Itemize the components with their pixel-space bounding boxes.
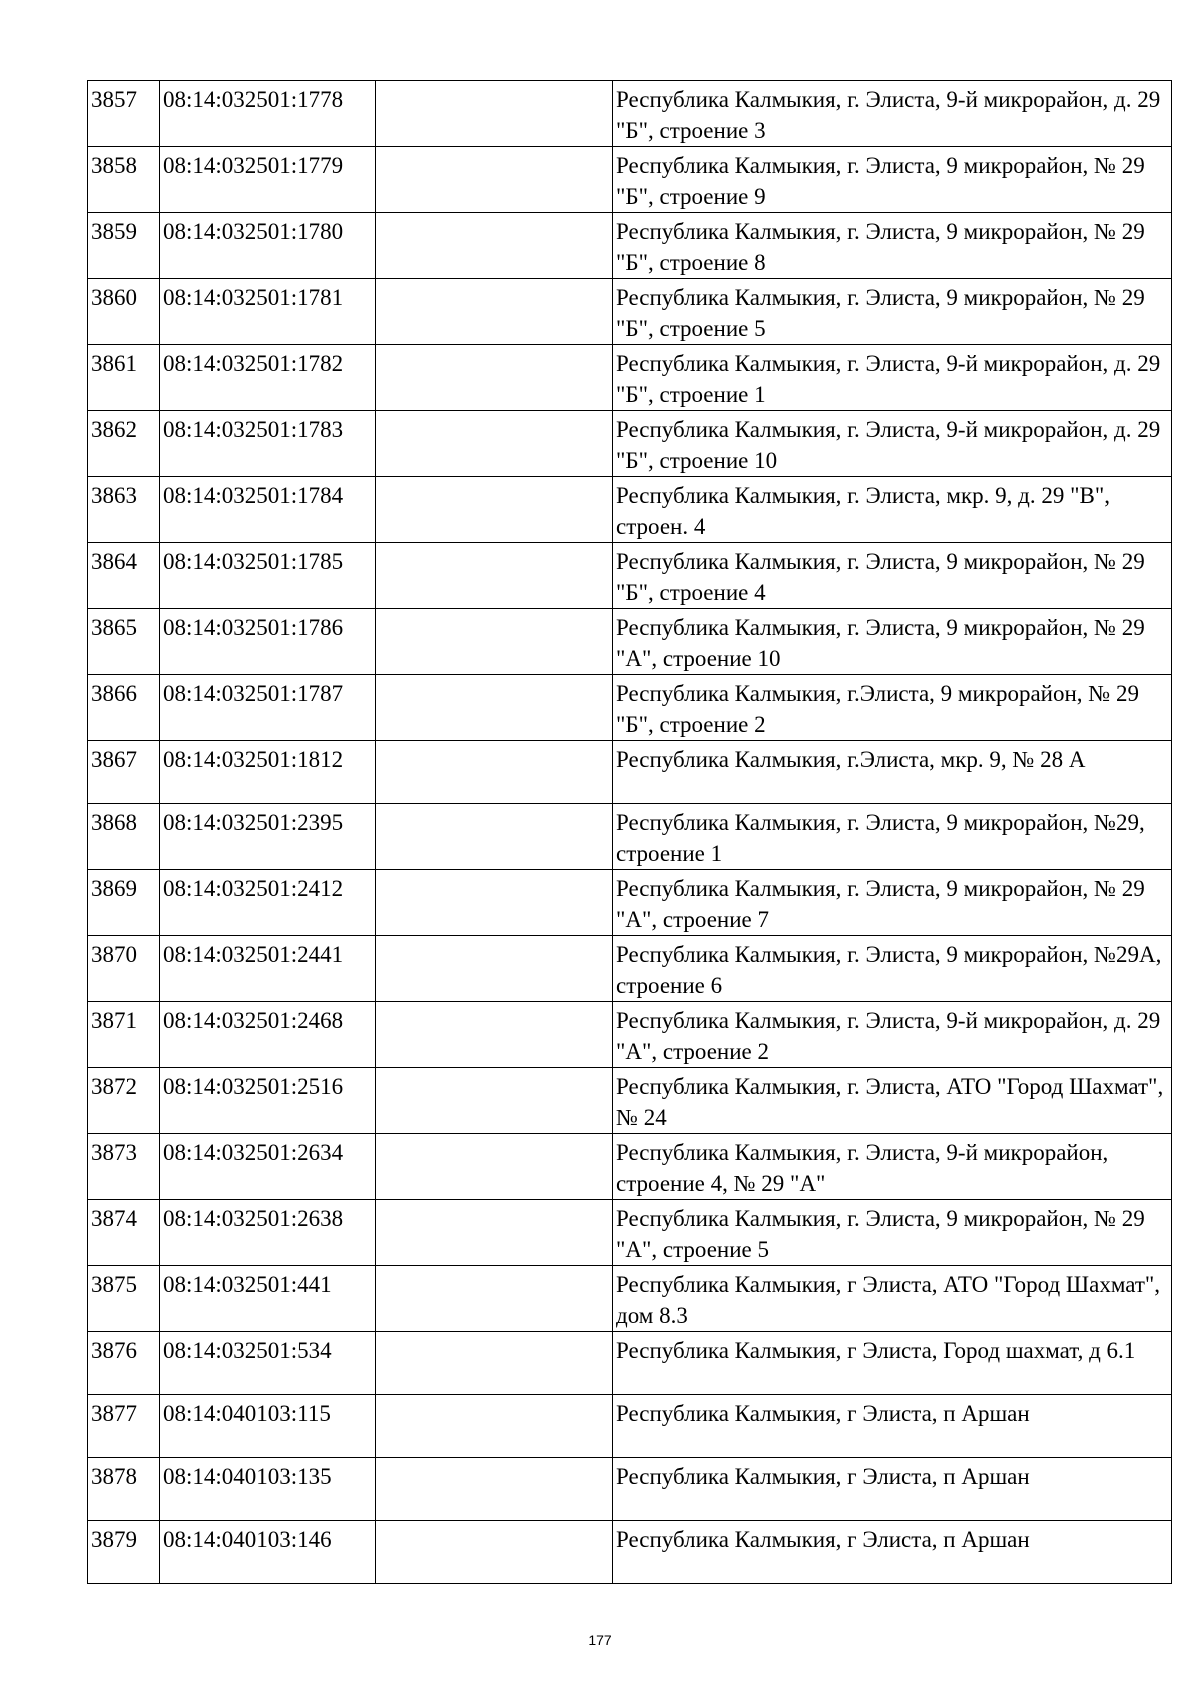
address-cell: Республика Калмыкия, г Элиста, п Аршан: [613, 1395, 1172, 1458]
address-cell: Республика Калмыкия, г. Элиста, 9 микрорайон, № 29 "А", строение 10: [613, 609, 1172, 675]
cadastral-number-cell: 08:14:032501:1778: [160, 81, 376, 147]
empty-cell: [376, 1458, 613, 1521]
table-row: [88, 1458, 1172, 1521]
row-number-cell: 3858: [88, 147, 160, 213]
table-body: [88, 81, 1172, 1584]
empty-cell: [376, 804, 613, 870]
cadastral-number-cell: 08:14:032501:2516: [160, 1068, 376, 1134]
row-number-cell: 3862: [88, 411, 160, 477]
row-number-cell: 3866: [88, 675, 160, 741]
cadastral-number-cell: 08:14:040103:115: [160, 1395, 376, 1458]
cadastral-number-cell: 08:14:032501:534: [160, 1332, 376, 1395]
row-number-cell: 3874: [88, 1200, 160, 1266]
row-number-cell: 3873: [88, 1134, 160, 1200]
address-cell: Республика Калмыкия, г. Элиста, 9 микрорайон, № 29 "Б", строение 4: [613, 543, 1172, 609]
empty-cell: [376, 477, 613, 543]
table-row: [88, 675, 1172, 741]
table-row: [88, 477, 1172, 543]
empty-cell: [376, 1395, 613, 1458]
table-row: [88, 1521, 1172, 1584]
row-number-cell: 3857: [88, 81, 160, 147]
address-cell: Республика Калмыкия, г. Элиста, мкр. 9, д. 29 "В", строен. 4: [613, 477, 1172, 543]
table-row: [88, 936, 1172, 1002]
empty-cell: [376, 1134, 613, 1200]
table-row: [88, 1002, 1172, 1068]
table-row: [88, 870, 1172, 936]
row-number-cell: 3861: [88, 345, 160, 411]
empty-cell: [376, 1521, 613, 1584]
property-table: [87, 80, 1172, 1584]
cadastral-number-cell: 08:14:032501:1779: [160, 147, 376, 213]
cadastral-number-cell: 08:14:032501:441: [160, 1266, 376, 1332]
address-cell: Республика Калмыкия, г. Элиста, 9-й микрорайон, д. 29 "А", строение 2: [613, 1002, 1172, 1068]
empty-cell: [376, 147, 613, 213]
table-row: [88, 1266, 1172, 1332]
row-number-cell: 3868: [88, 804, 160, 870]
empty-cell: [376, 81, 613, 147]
cadastral-number-cell: 08:14:040103:135: [160, 1458, 376, 1521]
empty-cell: [376, 345, 613, 411]
address-cell: Республика Калмыкия, г. Элиста, 9 микрорайон, №29, строение 1: [613, 804, 1172, 870]
cadastral-number-cell: 08:14:032501:2395: [160, 804, 376, 870]
cadastral-number-cell: 08:14:032501:1782: [160, 345, 376, 411]
address-cell: Республика Калмыкия, г Элиста, Город шахмат, д 6.1: [613, 1332, 1172, 1395]
cadastral-number-cell: 08:14:032501:1780: [160, 213, 376, 279]
table-row: [88, 543, 1172, 609]
address-cell: Республика Калмыкия, г. Элиста, АТО "Город Шахмат", № 24: [613, 1068, 1172, 1134]
table-row: [88, 1332, 1172, 1395]
row-number-cell: 3871: [88, 1002, 160, 1068]
row-number-cell: 3879: [88, 1521, 160, 1584]
address-cell: Республика Калмыкия, г Элиста, п Аршан: [613, 1521, 1172, 1584]
empty-cell: [376, 1266, 613, 1332]
table-row: [88, 213, 1172, 279]
empty-cell: [376, 411, 613, 477]
cadastral-number-cell: 08:14:040103:146: [160, 1521, 376, 1584]
empty-cell: [376, 936, 613, 1002]
address-cell: Республика Калмыкия, г. Элиста, 9-й микрорайон, д. 29 "Б", строение 10: [613, 411, 1172, 477]
row-number-cell: 3859: [88, 213, 160, 279]
row-number-cell: 3875: [88, 1266, 160, 1332]
cadastral-number-cell: 08:14:032501:1783: [160, 411, 376, 477]
empty-cell: [376, 213, 613, 279]
address-cell: Республика Калмыкия, г. Элиста, 9-й микрорайон, д. 29 "Б", строение 1: [613, 345, 1172, 411]
cadastral-number-cell: 08:14:032501:2638: [160, 1200, 376, 1266]
page-number: 177: [588, 1632, 612, 1648]
cadastral-number-cell: 08:14:032501:1812: [160, 741, 376, 804]
table-row: [88, 1395, 1172, 1458]
address-cell: Республика Калмыкия, г. Элиста, 9 микрорайон, № 29 "Б", строение 9: [613, 147, 1172, 213]
address-cell: Республика Калмыкия, г. Элиста, 9 микрорайон, № 29 "А", строение 5: [613, 1200, 1172, 1266]
address-cell: Республика Калмыкия, г. Элиста, 9 микрорайон, № 29 "Б", строение 8: [613, 213, 1172, 279]
cadastral-number-cell: 08:14:032501:2412: [160, 870, 376, 936]
row-number-cell: 3870: [88, 936, 160, 1002]
address-cell: Республика Калмыкия, г.Элиста, 9 микрорайон, № 29 "Б", строение 2: [613, 675, 1172, 741]
address-cell: Республика Калмыкия, г.Элиста, мкр. 9, № 28 А: [613, 741, 1172, 804]
table-row: [88, 1134, 1172, 1200]
cadastral-number-cell: 08:14:032501:1786: [160, 609, 376, 675]
row-number-cell: 3876: [88, 1332, 160, 1395]
empty-cell: [376, 1332, 613, 1395]
table-row: [88, 81, 1172, 147]
table-row: [88, 279, 1172, 345]
table-row: [88, 147, 1172, 213]
row-number-cell: 3878: [88, 1458, 160, 1521]
row-number-cell: 3872: [88, 1068, 160, 1134]
cadastral-number-cell: 08:14:032501:1784: [160, 477, 376, 543]
table-row: [88, 1068, 1172, 1134]
empty-cell: [376, 870, 613, 936]
cadastral-number-cell: 08:14:032501:1785: [160, 543, 376, 609]
row-number-cell: 3869: [88, 870, 160, 936]
row-number-cell: 3877: [88, 1395, 160, 1458]
row-number-cell: 3865: [88, 609, 160, 675]
address-cell: Республика Калмыкия, г. Элиста, 9 микрорайон, №29А, строение 6: [613, 936, 1172, 1002]
cadastral-number-cell: 08:14:032501:2468: [160, 1002, 376, 1068]
row-number-cell: 3867: [88, 741, 160, 804]
cadastral-number-cell: 08:14:032501:1781: [160, 279, 376, 345]
cadastral-number-cell: 08:14:032501:1787: [160, 675, 376, 741]
empty-cell: [376, 1002, 613, 1068]
empty-cell: [376, 279, 613, 345]
row-number-cell: 3863: [88, 477, 160, 543]
empty-cell: [376, 741, 613, 804]
address-cell: Республика Калмыкия, г Элиста, п Аршан: [613, 1458, 1172, 1521]
empty-cell: [376, 543, 613, 609]
address-cell: Республика Калмыкия, г Элиста, АТО "Город Шахмат", дом 8.3: [613, 1266, 1172, 1332]
address-cell: Республика Калмыкия, г. Элиста, 9 микрорайон, № 29 "А", строение 7: [613, 870, 1172, 936]
empty-cell: [376, 675, 613, 741]
row-number-cell: 3864: [88, 543, 160, 609]
table-row: [88, 1200, 1172, 1266]
table-row: [88, 411, 1172, 477]
empty-cell: [376, 1200, 613, 1266]
table-row: [88, 741, 1172, 804]
empty-cell: [376, 1068, 613, 1134]
address-cell: Республика Калмыкия, г. Элиста, 9 микрорайон, № 29 "Б", строение 5: [613, 279, 1172, 345]
table-row: [88, 345, 1172, 411]
row-number-cell: 3860: [88, 279, 160, 345]
address-cell: Республика Калмыкия, г. Элиста, 9-й микрорайон, д. 29 "Б", строение 3: [613, 81, 1172, 147]
table-row: [88, 804, 1172, 870]
table-row: [88, 609, 1172, 675]
cadastral-number-cell: 08:14:032501:2634: [160, 1134, 376, 1200]
address-cell: Республика Калмыкия, г. Элиста, 9-й микрорайон, строение 4, № 29 "А": [613, 1134, 1172, 1200]
empty-cell: [376, 609, 613, 675]
cadastral-number-cell: 08:14:032501:2441: [160, 936, 376, 1002]
